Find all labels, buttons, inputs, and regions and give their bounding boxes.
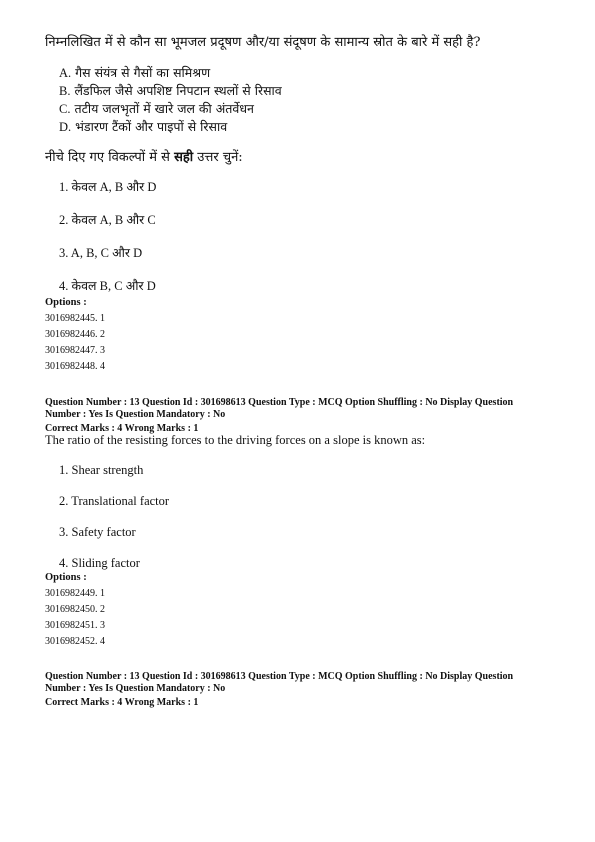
option-id-4: 3016982448. 4 — [45, 361, 105, 372]
question-13-repeat-meta: Question Number : 13 Question Id : 301698613 Question Type : MCQ Option Shuffling : No Display Question Number : Yes Is Question Mandatory : No Correct Marks : 4 Wrong Marks : 1 — [45, 671, 555, 709]
option-id-1: 3016982445. 1 — [45, 313, 105, 324]
q13-choice-3: 3. Safety factor — [59, 525, 136, 539]
choice-3: 3. A, B, C और D — [59, 246, 143, 260]
statement-c: C. तटीय जलभृतों में खारे जल की अंतर्वेधन — [59, 101, 254, 116]
choice-1: 1. केवल A, B और D — [59, 180, 157, 194]
q13-options-label: Options : — [45, 572, 87, 583]
choice-4: 4. केवल B, C और D — [59, 279, 156, 293]
statement-b: B. लैंडफिल जैसे अपशिष्ट निपटान स्थलों से रिसाव — [59, 83, 282, 98]
instruction-text: नीचे दिए गए विकल्पों में से सही उत्तर चुनें: — [45, 150, 243, 165]
q13-choice-1: 1. Shear strength — [59, 463, 144, 477]
statement-d: D. भंडारण टैंकों और पाइपों से रिसाव — [59, 119, 228, 134]
q13-option-id-2: 3016982450. 2 — [45, 604, 105, 615]
choice-2: 2. केवल A, B और C — [59, 213, 156, 227]
question-13-meta: Question Number : 13 Question Id : 301698613 Question Type : MCQ Option Shuffling : No Display Question Number : Yes Is Question Mandatory : No Correct Marks : 4 Wrong Marks : 1 — [45, 397, 555, 435]
statement-a: A. गैस संयंत्र से गैसों का समिश्रण — [59, 65, 211, 80]
repeat-marks-line: Correct Marks : 4 Wrong Marks : 1 — [45, 697, 199, 708]
question-12-text: निम्नलिखित में से कौन सा भूमजल प्रदूषण और/या संदूषण के सामान्य स्रोत के बारे में सही है? — [45, 35, 481, 50]
q13-option-id-1: 3016982449. 1 — [45, 588, 105, 599]
statement-list — [45, 64, 569, 136]
q13-choice-4: 4. Sliding factor — [59, 556, 140, 570]
option-id-3: 3016982447. 3 — [45, 345, 105, 356]
q13-choice-2: 2. Translational factor — [59, 494, 170, 508]
marks-line: Correct Marks : 4 Wrong Marks : 1 — [45, 423, 199, 434]
options-label: Options : — [45, 297, 87, 308]
question-13-text: The ratio of the resisting forces to the driving forces on a slope is known as: — [45, 433, 426, 447]
option-id-2: 3016982446. 2 — [45, 329, 105, 340]
q13-option-id-3: 3016982451. 3 — [45, 620, 105, 631]
q13-option-id-4: 3016982452. 4 — [45, 636, 105, 647]
